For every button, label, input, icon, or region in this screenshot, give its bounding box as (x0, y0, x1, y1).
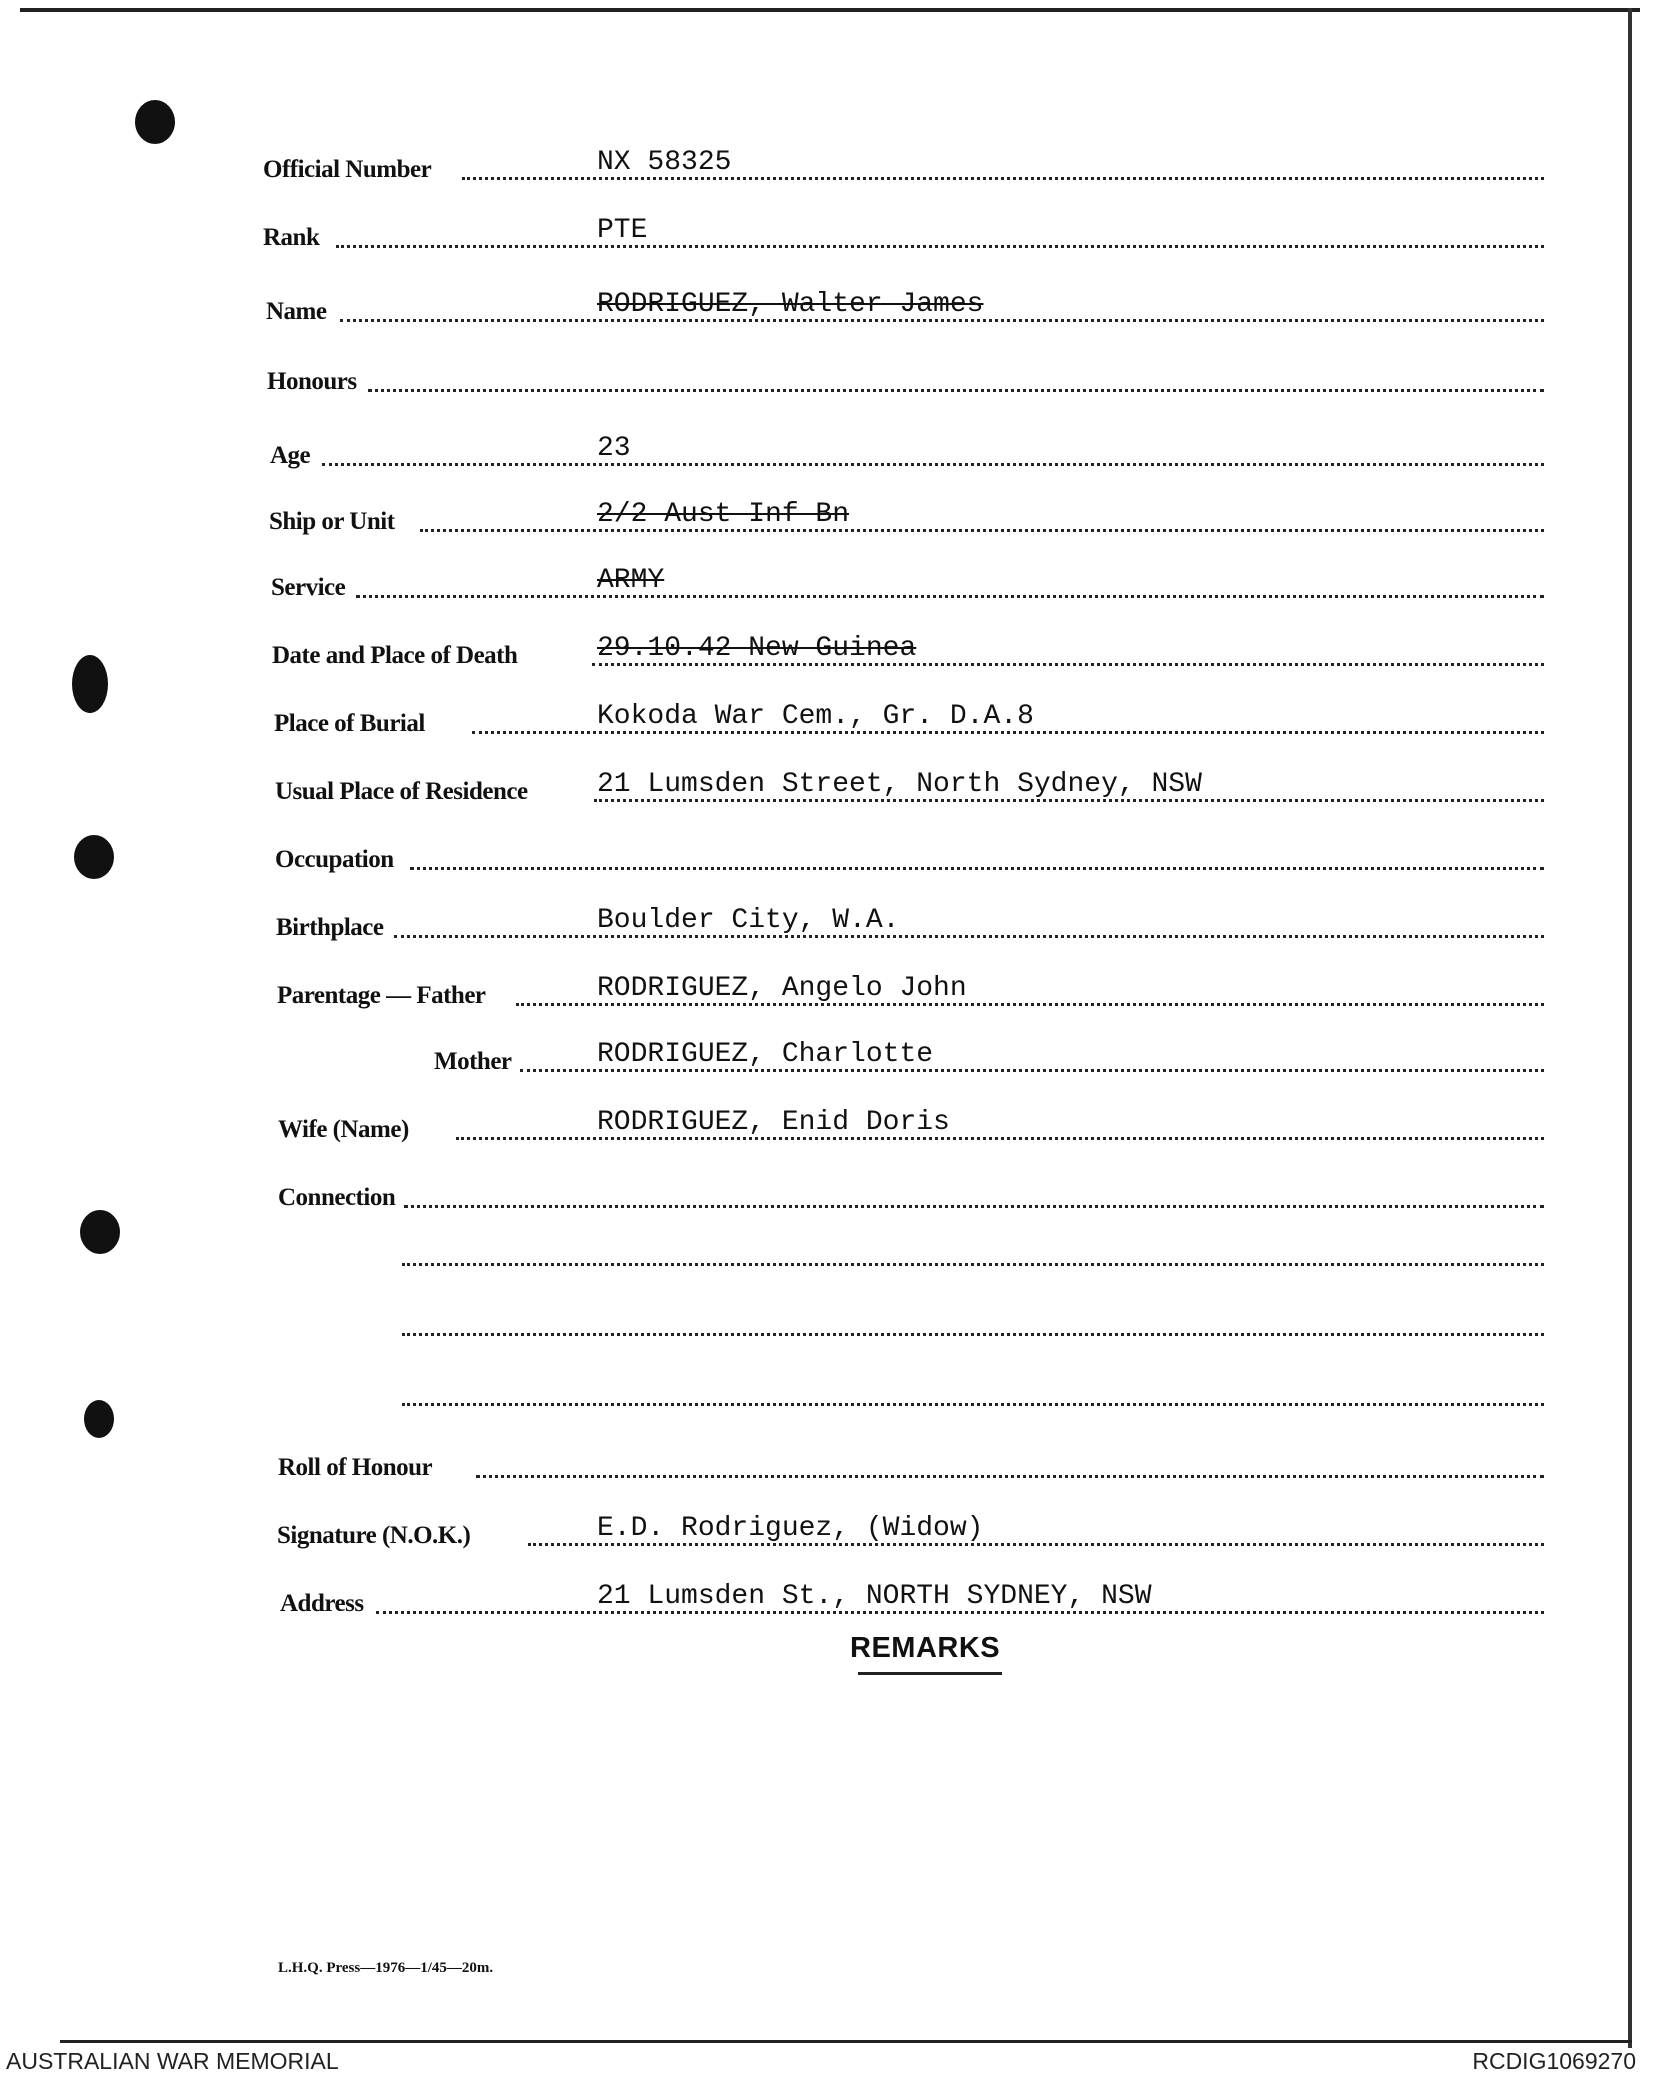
field-value: RODRIGUEZ, Charlotte (597, 1039, 934, 1070)
field-label: Service (271, 574, 346, 601)
remarks-underline (858, 1672, 1002, 1675)
field-roll-of-honour (0, 1430, 1656, 1490)
footer-record-id: RCDIG1069270 (1472, 2048, 1636, 2074)
dotted-line (336, 245, 1544, 248)
dotted-line (410, 867, 1544, 870)
field-birthplace (0, 890, 1656, 950)
field-service (0, 550, 1656, 610)
field-name (0, 274, 1656, 334)
field-address (0, 1566, 1656, 1626)
field-label: Address (280, 1590, 364, 1617)
footer-institution: AUSTRALIAN WAR MEMORIAL (6, 2048, 339, 2074)
dotted-line (368, 389, 1544, 392)
dotted-line (402, 1263, 1544, 1266)
field-value: PTE (597, 215, 648, 246)
field-place-of-burial (0, 686, 1656, 746)
dotted-line (322, 463, 1544, 466)
connection-continuation-line (0, 1358, 1656, 1418)
field-parentage-father (0, 958, 1656, 1018)
field-connection (0, 1160, 1656, 1220)
field-rank (0, 200, 1656, 260)
field-value: 21 Lumsden St., NORTH SYDNEY, NSW (597, 1581, 1152, 1612)
field-label: Occupation (275, 846, 394, 873)
field-value: RODRIGUEZ, Walter James (597, 289, 984, 320)
field-official-number (0, 132, 1656, 192)
field-value: RODRIGUEZ, Enid Doris (597, 1107, 950, 1138)
field-label: Ship or Unit (269, 508, 395, 535)
field-occupation (0, 822, 1656, 882)
dotted-line (356, 595, 1544, 598)
field-value: Boulder City, W.A. (597, 905, 900, 936)
field-date-place-of-death (0, 618, 1656, 678)
connection-continuation-line (0, 1218, 1656, 1278)
field-label: Parentage — Father (277, 982, 486, 1009)
field-value: RODRIGUEZ, Angelo John (597, 973, 967, 1004)
dotted-line (476, 1475, 1544, 1478)
connection-continuation-line (0, 1288, 1656, 1348)
field-label: Place of Burial (274, 710, 425, 737)
field-mother (0, 1024, 1656, 1084)
dotted-line (394, 935, 1544, 938)
field-value: ARMY (597, 565, 665, 596)
field-value: Kokoda War Cem., Gr. D.A.8 (597, 701, 1034, 732)
remarks-heading: REMARKS (850, 1632, 1001, 1664)
field-value: 21 Lumsden Street, North Sydney, NSW (597, 769, 1202, 800)
page-border-top (20, 8, 1640, 12)
page-border-bottom (60, 2040, 1632, 2043)
printer-mark: L.H.Q. Press—1976—1/45—20m. (278, 1960, 494, 1976)
dotted-line (420, 529, 1544, 532)
field-value: E.D. Rodriguez, (Widow) (597, 1513, 984, 1544)
field-label: Usual Place of Residence (275, 778, 528, 805)
field-value: 23 (597, 433, 631, 464)
field-value: NX 58325 (597, 147, 732, 178)
field-honours (0, 344, 1656, 404)
field-label: Mother (434, 1048, 512, 1075)
field-label: Roll of Honour (278, 1454, 433, 1481)
field-signature-nok (0, 1498, 1656, 1558)
field-value: 2/2 Aust Inf Bn (597, 499, 850, 530)
field-value: 29.10.42 New Guinea (597, 633, 917, 664)
field-label: Connection (278, 1184, 396, 1211)
field-label: Official Number (263, 156, 432, 183)
field-label: Rank (263, 224, 320, 251)
field-label: Signature (N.O.K.) (277, 1522, 471, 1549)
dotted-line (402, 1403, 1544, 1406)
field-wife-name (0, 1092, 1656, 1152)
field-label: Name (266, 298, 327, 325)
field-label: Date and Place of Death (272, 642, 518, 669)
dotted-line (402, 1333, 1544, 1336)
field-age (0, 418, 1656, 478)
dotted-line (404, 1205, 1544, 1208)
field-label: Age (270, 442, 311, 469)
field-ship-or-unit (0, 484, 1656, 544)
field-label: Birthplace (276, 914, 384, 941)
field-label: Wife (Name) (278, 1116, 409, 1143)
field-usual-place-of-residence (0, 754, 1656, 814)
field-label: Honours (267, 368, 357, 395)
